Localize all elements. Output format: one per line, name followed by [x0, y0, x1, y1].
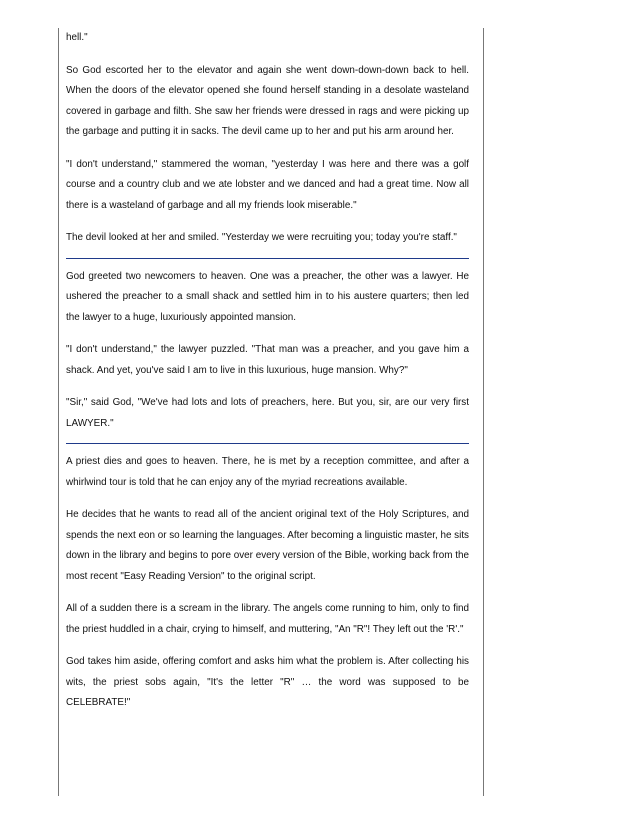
right-margin-line [483, 28, 484, 796]
story1-paragraph-1: So God escorted her to the elevator and again she went down-down-down back to hell. When the doors of the elevator opened she found herself standing in a desolate wasteland covered in garbage and filth. She saw her friends were dressed in rags and were picking up the garbage and putting it in sacks. The devil came up to her and put his arm around her. [66, 64, 469, 137]
story3-paragraph-1: A priest dies and goes to heaven. There, he is met by a reception committee, and after a whirlwind tour is told that he can enjoy any of the myriad recreations available. [66, 456, 469, 488]
story1-paragraph-2: "I don't understand," stammered the woman, "yesterday I was here and there was a golf course and a country club and we ate lobster and we danced and had a great time. Now all there is a wasteland of garbage and all my friends look miserable." [66, 158, 469, 211]
story3-paragraph-2: He decides that he wants to read all of the ancient original text of the Holy Scriptures, and spends the next eon or so learning the languages. After becoming a linguistic master, he sits down in the library and begins to pore over every version of the Bible, working back from the most recent "Easy Reading Version" to the original script. [66, 509, 469, 582]
story1-paragraph-0: hell." [66, 32, 88, 43]
story3-paragraph-4: God takes him aside, offering comfort and asks him what the problem is. After collecting his wits, the priest sobs again, "It's the letter "R" … the word was supposed to be CELEBRATE!" [66, 656, 469, 708]
story2-paragraph-1: God greeted two newcomers to heaven. One was a preacher, the other was a lawyer. He ushered the preacher to a small shack and settled him in to his austere quarters; then led the lawyer to a huge, luxuriously appointed mansion. [66, 270, 469, 323]
section-separator-2 [66, 443, 469, 444]
left-margin-line [58, 28, 59, 796]
story2-paragraph-2: "I don't understand," the lawyer puzzled. "That man was a preacher, and you gave him a shack. And yet, you've said I am to live in this luxurious, huge mansion. Why?" [66, 344, 469, 376]
document-body [66, 28, 469, 714]
story3-paragraph-3: All of a sudden there is a scream in the library. The angels come running to him, only to find the priest huddled in a chair, crying to himself, and muttering, "An "R"! They left out the 'R'." [66, 603, 469, 635]
section-separator-1 [66, 258, 469, 259]
story2-paragraph-3: "Sir," said God, "We've had lots and lots of preachers, here. But you, sir, are our very first LAWYER." [66, 397, 469, 429]
story1-paragraph-3: The devil looked at her and smiled. "Yesterday we were recruiting you; today you're staff." [66, 232, 457, 243]
